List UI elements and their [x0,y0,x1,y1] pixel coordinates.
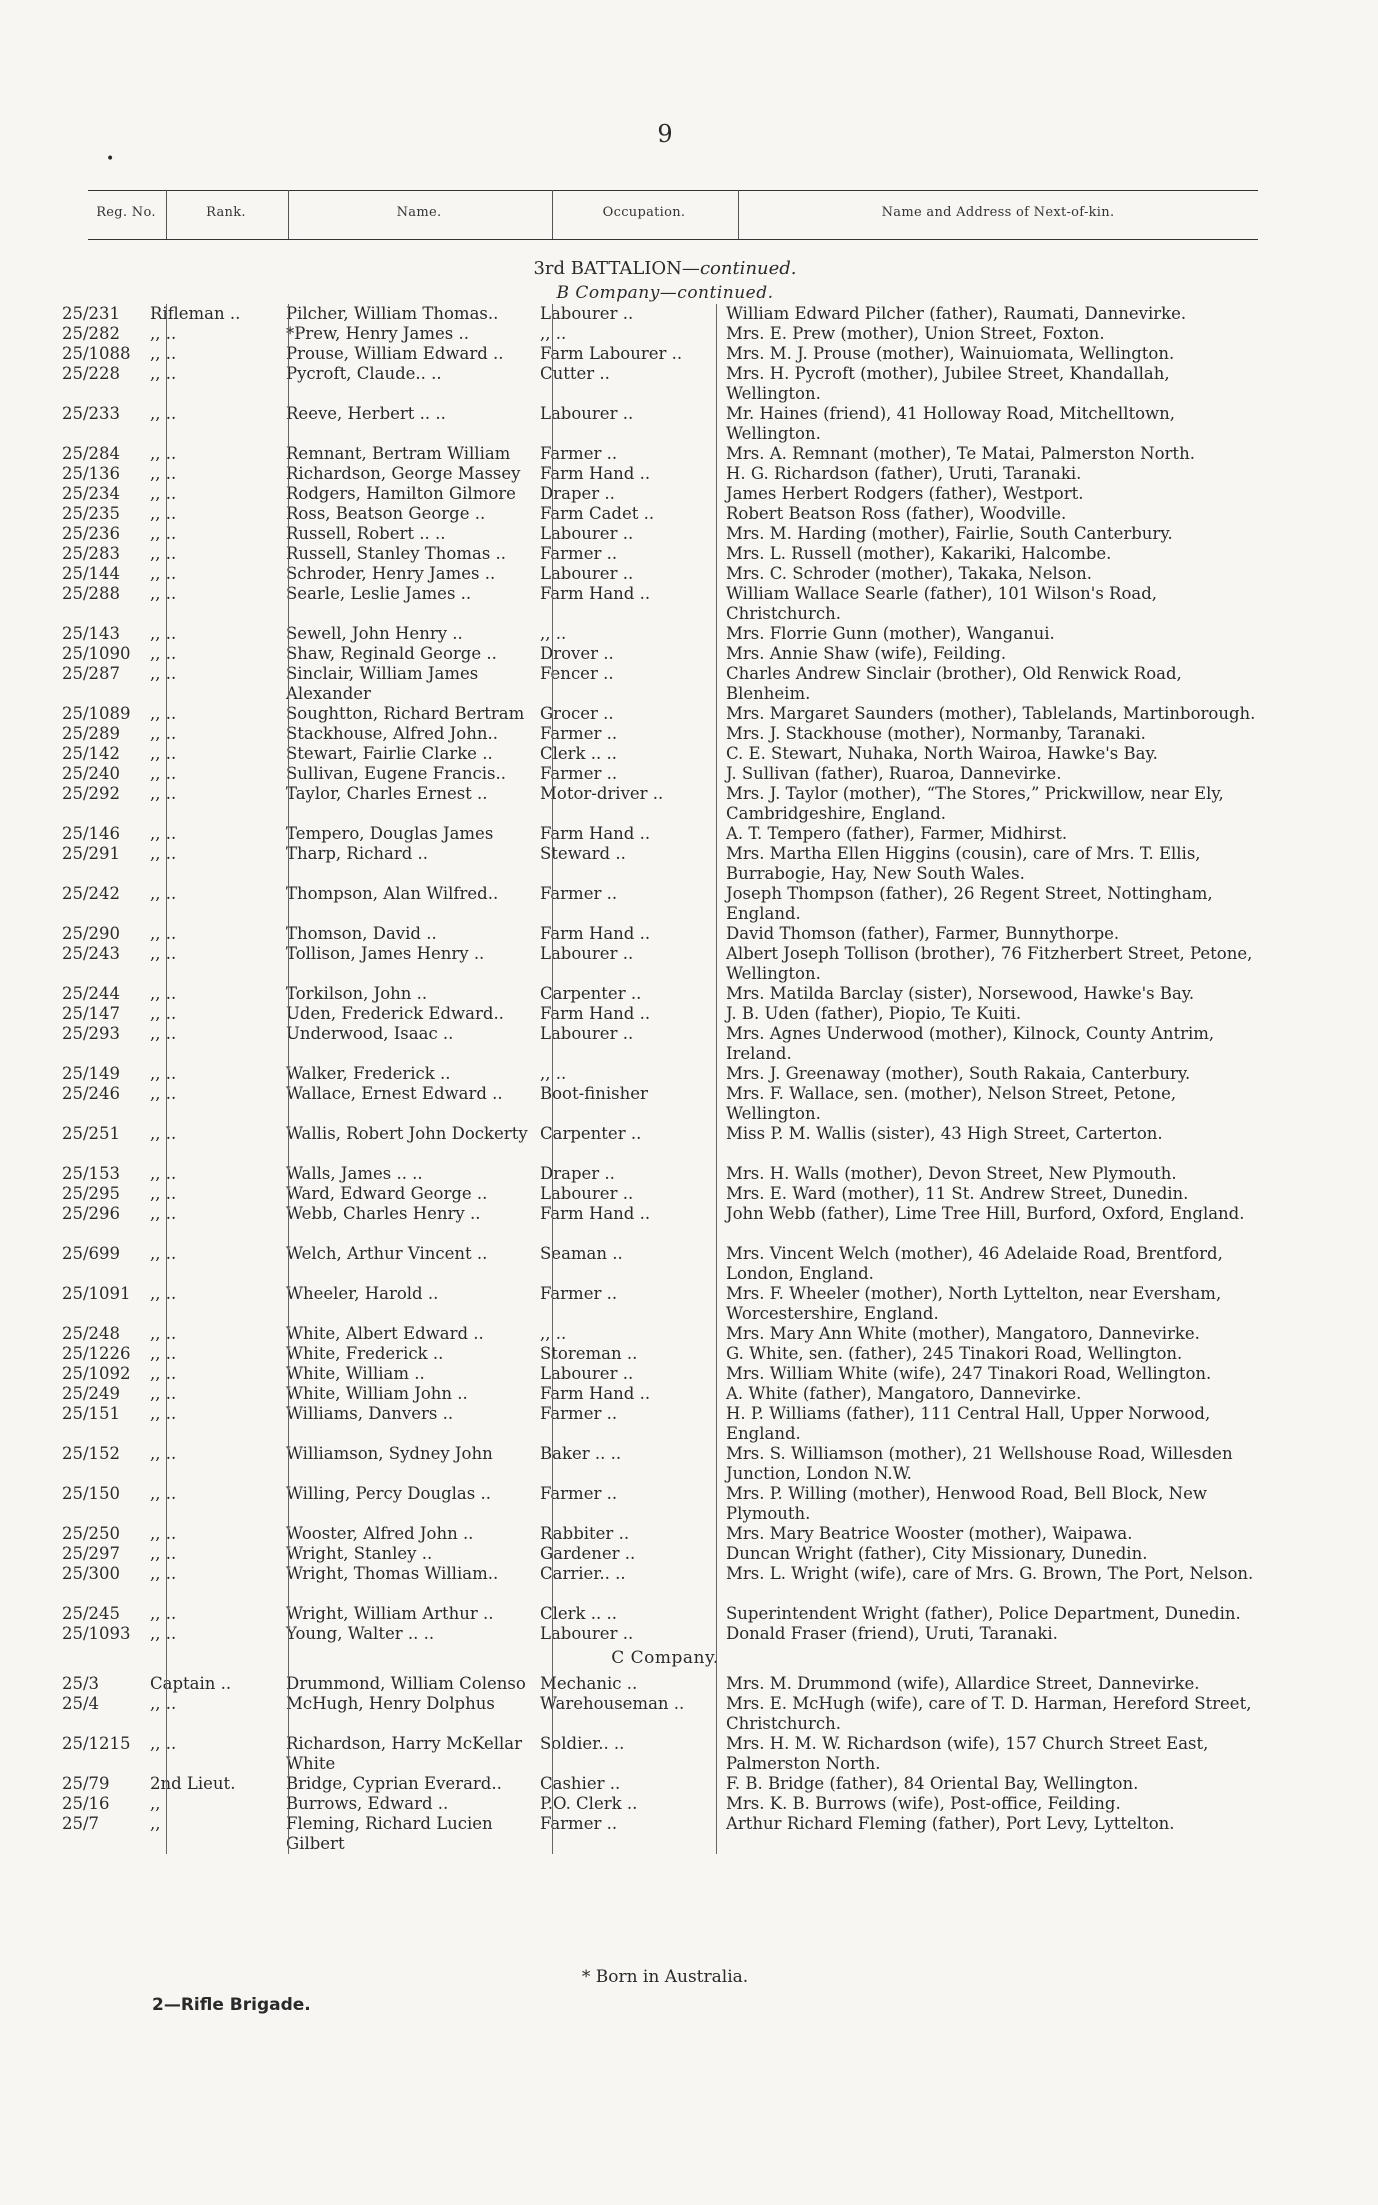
occupation-cell: Motor-driver .. [540,784,664,803]
rank-cell: ,, .. [150,544,177,563]
name-cell: Ward, Edward George .. [286,1184,488,1203]
next-of-kin-cell: Mrs. M. Harding (mother), Fairlie, South Canterbury. [726,524,1173,543]
name-cell: Uden, Frederick Edward.. [286,1004,504,1023]
name-cell: Bridge, Cyprian Everard.. [286,1774,502,1793]
reg-no-cell: 25/233 [62,404,121,423]
name-cell: Fleming, Richard Lucien Gilbert [286,1814,493,1853]
occupation-cell: ,, .. [540,1324,567,1343]
rank-cell: ,, [150,1794,161,1813]
reg-no-cell: 25/295 [62,1184,121,1203]
occupation-cell: Labourer .. [540,524,634,543]
occupation-cell: ,, .. [540,1064,567,1083]
rank-cell: ,, .. [150,1384,177,1403]
next-of-kin-cell: Mrs. M. J. Prouse (mother), Wainuiomata, Wellington. [726,344,1175,363]
company-c-heading: C Company. [611,1648,719,1668]
occupation-cell: Soldier.. .. [540,1734,625,1753]
name-cell: Burrows, Edward .. [286,1794,449,1813]
name-cell: Rodgers, Hamilton Gilmore [286,484,516,503]
occupation-cell: Farm Hand .. [540,824,651,843]
occupation-cell: Carpenter .. [540,1124,642,1143]
reg-no-cell: 25/242 [62,884,121,903]
reg-no-cell: 25/292 [62,784,121,803]
name-cell: Walker, Frederick .. [286,1064,451,1083]
reg-no-cell: 25/1215 [62,1734,131,1753]
occupation-divider [552,304,553,1854]
footnote: * Born in Australia. [581,1967,749,1987]
next-of-kin-cell: F. B. Bridge (father), 84 Oriental Bay, Wellington. [726,1774,1139,1793]
next-of-kin-cell: Mrs. H. M. W. Richardson (wife), 157 Church Street East, Palmerston North. [726,1734,1209,1773]
reg-no-cell: 25/300 [62,1564,121,1583]
next-of-kin-cell: Mrs. Florrie Gunn (mother), Wanganui. [726,624,1055,643]
name-cell: Russell, Stanley Thomas .. [286,544,507,563]
next-of-kin-cell: J. Sullivan (father), Ruaroa, Dannevirke. [726,764,1062,783]
page-number: 9 [657,120,673,148]
name-cell: Willing, Percy Douglas .. [286,1484,491,1503]
reg-no-cell: 25/251 [62,1124,121,1143]
reg-no-cell: 25/142 [62,744,121,763]
occupation-cell: Drover .. [540,644,614,663]
occupation-cell: Clerk .. .. [540,1604,618,1623]
occupation-cell: ,, .. [540,624,567,643]
reg-no-cell: 25/1091 [62,1284,131,1303]
next-of-kin-cell: Arthur Richard Fleming (father), Port Levy, Lyttelton. [726,1814,1175,1833]
reg-no-cell: 25/143 [62,624,121,643]
name-cell: Webb, Charles Henry .. [286,1204,481,1223]
name-cell: Williams, Danvers .. [286,1404,454,1423]
reg-no-cell: 25/243 [62,944,121,963]
rank-cell: ,, .. [150,844,177,863]
occupation-cell: Carrier.. .. [540,1564,626,1583]
rank-cell: Captain .. [150,1674,232,1693]
occupation-cell: ,, .. [540,324,567,343]
column-header-name: Name. [396,205,442,220]
reg-no-cell: 25/297 [62,1544,121,1563]
header-rule-top [88,190,1258,191]
name-cell: Taylor, Charles Ernest .. [286,784,488,803]
occupation-cell: Farmer .. [540,1404,618,1423]
name-cell: Wright, Stanley .. [286,1544,433,1563]
reg-no-cell: 25/1092 [62,1364,131,1383]
next-of-kin-cell: Joseph Thompson (father), 26 Regent Street, Nottingham, England. [726,884,1213,923]
next-of-kin-cell: Mrs. K. B. Burrows (wife), Post-office, Feilding. [726,1794,1121,1813]
occupation-cell: Farmer .. [540,724,618,743]
reg-no-cell: 25/246 [62,1084,121,1103]
rank-cell: ,, .. [150,584,177,603]
next-of-kin-cell: Mrs. Mary Beatrice Wooster (mother), Waipawa. [726,1524,1133,1543]
occupation-cell: Farm Hand .. [540,1004,651,1023]
rank-cell: ,, .. [150,884,177,903]
rank-cell: ,, .. [150,1404,177,1423]
reg-no-cell: 25/1088 [62,344,131,363]
name-cell: Sewell, John Henry .. [286,624,463,643]
name-cell: Schroder, Henry James .. [286,564,496,583]
next-of-kin-cell: Mrs. J. Greenaway (mother), South Rakaia, Canterbury. [726,1064,1191,1083]
name-cell: Young, Walter .. .. [286,1624,435,1643]
next-of-kin-cell: Mrs. E. Prew (mother), Union Street, Foxton. [726,324,1105,343]
next-of-kin-cell: Robert Beatson Ross (father), Woodville. [726,504,1067,523]
occupation-cell: Farmer .. [540,764,618,783]
next-of-kin-cell: Mrs. E. McHugh (wife), care of T. D. Harman, Hereford Street, Christchurch. [726,1694,1252,1733]
name-cell: Reeve, Herbert .. .. [286,404,446,423]
occupation-cell: Boot-finisher [540,1084,648,1103]
occupation-cell: Rabbiter .. [540,1524,630,1543]
rank-cell: ,, .. [150,664,177,683]
occupation-cell: Farm Hand .. [540,464,651,483]
next-of-kin-cell: Charles Andrew Sinclair (brother), Old Renwick Road, Blenheim. [726,664,1182,703]
rank-cell: ,, .. [150,1564,177,1583]
reg-no-cell: 25/136 [62,464,121,483]
occupation-cell: Steward .. [540,844,626,863]
occupation-cell: Farmer .. [540,884,618,903]
occupation-cell: P.O. Clerk .. [540,1794,638,1813]
name-cell: Sullivan, Eugene Francis.. [286,764,506,783]
name-cell: Stackhouse, Alfred John.. [286,724,498,743]
next-of-kin-cell: Mrs. F. Wheeler (mother), North Lyttelton, near Eversham, Worcestershire, England. [726,1284,1222,1323]
reg-no-cell: 25/153 [62,1164,121,1183]
rank-cell: ,, .. [150,1164,177,1183]
name-cell: McHugh, Henry Dolphus [286,1694,495,1713]
next-of-kin-cell: James Herbert Rodgers (father), Westport. [726,484,1084,503]
rank-cell: ,, .. [150,524,177,543]
occupation-cell: Farmer .. [540,444,618,463]
occupation-cell: Farmer .. [540,1484,618,1503]
rank-cell: ,, .. [150,724,177,743]
battalion-title: 3rd BATTALION— [533,258,700,279]
rank-cell: ,, .. [150,1064,177,1083]
name-cell: Tollison, James Henry .. [286,944,485,963]
next-of-kin-cell: Mrs. F. Wallace, sen. (mother), Nelson Street, Petone, Wellington. [726,1084,1177,1123]
rank-cell: ,, .. [150,764,177,783]
reg-no-cell: 25/152 [62,1444,121,1463]
occupation-cell: Draper .. [540,484,615,503]
reg-no-cell: 25/147 [62,1004,121,1023]
column-header-occupation: Occupation. [602,205,686,220]
rank-cell: ,, .. [150,624,177,643]
reg-no-cell: 25/228 [62,364,121,383]
header-rule-bottom [88,239,1258,240]
occupation-cell: Labourer .. [540,1184,634,1203]
reg-no-cell: 25/249 [62,1384,121,1403]
next-of-kin-cell: H. G. Richardson (father), Uruti, Taranaki. [726,464,1082,483]
rank-cell: ,, .. [150,564,177,583]
next-of-kin-cell: David Thomson (father), Farmer, Bunnythorpe. [726,924,1120,943]
reg-no-cell: 25/284 [62,444,121,463]
rank-cell: ,, .. [150,1694,177,1713]
name-cell: Williamson, Sydney John [286,1444,493,1463]
occupation-cell: Draper .. [540,1164,615,1183]
name-cell: Thompson, Alan Wilfred.. [286,884,499,903]
occupation-cell: Baker .. .. [540,1444,622,1463]
rank-cell: ,, .. [150,1024,177,1043]
reg-no-cell: 25/234 [62,484,121,503]
rank-cell: ,, [150,1814,161,1833]
next-of-kin-cell: Mrs. Mary Ann White (mother), Mangatoro, Dannevirke. [726,1324,1200,1343]
column-header-rank: Rank. [206,205,246,220]
name-cell: Drummond, William Colenso [286,1674,526,1693]
reg-no-cell: 25/293 [62,1024,121,1043]
next-of-kin-cell: Albert Joseph Tollison (brother), 76 Fitzherbert Street, Petone, Wellington. [726,944,1253,983]
next-of-kin-cell: Miss P. M. Wallis (sister), 43 High Street, Carterton. [726,1124,1163,1143]
name-cell: Wooster, Alfred John .. [286,1524,474,1543]
rank-cell: ,, .. [150,1524,177,1543]
occupation-cell: Gardener .. [540,1544,636,1563]
reg-no-cell: 25/289 [62,724,121,743]
next-of-kin-cell: Mrs. S. Williamson (mother), 21 Wellshouse Road, Willesden Junction, London N.W. [726,1444,1233,1483]
rank-cell: ,, .. [150,1004,177,1023]
next-of-kin-cell: Superintendent Wright (father), Police Department, Dunedin. [726,1604,1241,1623]
name-cell: Wallace, Ernest Edward .. [286,1084,503,1103]
name-cell: Sinclair, William James Alexander [286,664,479,703]
next-of-kin-cell: William Wallace Searle (father), 101 Wilson's Road, Christchurch. [726,584,1158,623]
occupation-cell: Clerk .. .. [540,744,618,763]
next-of-kin-cell: Mrs. L. Wright (wife), care of Mrs. G. Brown, The Port, Nelson. [726,1564,1254,1583]
reg-no-cell: 25/149 [62,1064,121,1083]
rank-cell: ,, .. [150,944,177,963]
name-cell: Thomson, David .. [286,924,437,943]
rank-cell: ,, .. [150,744,177,763]
rank-cell: ,, .. [150,1624,177,1643]
rank-cell: ,, .. [150,1184,177,1203]
occupation-cell: Fencer .. [540,664,614,683]
rank-cell: ,, .. [150,644,177,663]
rank-cell: ,, .. [150,504,177,523]
reg-no-cell: 25/231 [62,304,121,323]
rank-cell: ,, .. [150,444,177,463]
rank-cell: ,, .. [150,1244,177,1263]
reg-no-cell: 25/151 [62,1404,121,1423]
rank-cell: ,, .. [150,1544,177,1563]
rank-cell: ,, .. [150,1444,177,1463]
rank-cell: ,, .. [150,824,177,843]
occupation-cell: Mechanic .. [540,1674,638,1693]
name-cell: Pilcher, William Thomas.. [286,304,499,323]
battalion-heading [0,258,1330,279]
page-mark: • [106,151,115,167]
reg-no-cell: 25/1093 [62,1624,131,1643]
next-of-kin-cell: J. B. Uden (father), Piopio, Te Kuiti. [726,1004,1022,1023]
rank-cell: ,, .. [150,1734,177,1753]
next-of-kin-cell: Mr. Haines (friend), 41 Holloway Road, Mitchelltown, Wellington. [726,404,1176,443]
name-cell: Soughtton, Richard Bertram [286,704,525,723]
occupation-cell: Farm Hand .. [540,584,651,603]
occupation-cell: Farm Hand .. [540,1384,651,1403]
reg-no-cell: 25/146 [62,824,121,843]
next-of-kin-cell: Mrs. J. Stackhouse (mother), Normanby, Taranaki. [726,724,1146,743]
occupation-cell: Farmer .. [540,1814,618,1833]
next-of-kin-cell: Mrs. J. Taylor (mother), “The Stores,” Prickwillow, near Ely, Cambridgeshire, England. [726,784,1224,823]
rank-cell: ,, .. [150,704,177,723]
reg-no-cell: 25/245 [62,1604,121,1623]
reg-no-cell: 25/244 [62,984,121,1003]
next-of-kin-cell: Mrs. Vincent Welch (mother), 46 Adelaide Road, Brentford, London, England. [726,1244,1223,1283]
printer-signature: 2—Rifle Brigade. [152,1995,311,2015]
occupation-cell: Grocer .. [540,704,614,723]
kin-divider [716,304,717,1854]
next-of-kin-cell: C. E. Stewart, Nuhaka, North Wairoa, Hawke's Bay. [726,744,1158,763]
reg-no-cell: 25/282 [62,324,121,343]
occupation-cell: Labourer .. [540,404,634,423]
occupation-cell: Farm Hand .. [540,924,651,943]
occupation-cell: Farm Cadet .. [540,504,655,523]
next-of-kin-cell: Mrs. H. Walls (mother), Devon Street, New Plymouth. [726,1164,1177,1183]
reg-no-cell: 25/16 [62,1794,110,1813]
rank-cell: ,, .. [150,464,177,483]
rank-cell: ,, .. [150,1364,177,1383]
name-cell: Searle, Leslie James .. [286,584,472,603]
name-cell: Ross, Beatson George .. [286,504,486,523]
occupation-cell: Labourer .. [540,1364,634,1383]
rank-cell: ,, .. [150,1484,177,1503]
rank-cell: ,, .. [150,404,177,423]
column-header-next-of-kin: Name and Address of Next-of-kin. [881,205,1115,220]
name-cell: Tempero, Douglas James [286,824,494,843]
occupation-cell: Farmer .. [540,1284,618,1303]
next-of-kin-cell: Mrs. E. Ward (mother), 11 St. Andrew Street, Dunedin. [726,1184,1189,1203]
rank-cell: Rifleman .. [150,304,241,323]
reg-no-cell: 25/287 [62,664,121,683]
rank-cell: 2nd Lieut. [150,1774,236,1793]
occupation-cell: Farm Hand .. [540,1204,651,1223]
reg-no-cell: 25/290 [62,924,121,943]
name-cell: Remnant, Bertram William [286,444,511,463]
next-of-kin-cell: G. White, sen. (father), 245 Tinakori Road, Wellington. [726,1344,1183,1363]
name-cell: Underwood, Isaac .. [286,1024,454,1043]
name-cell: White, William .. [286,1364,425,1383]
occupation-cell: Cutter .. [540,364,610,383]
rank-cell: ,, .. [150,1284,177,1303]
name-cell: Shaw, Reginald George .. [286,644,497,663]
rank-cell: ,, .. [150,484,177,503]
name-cell: Wheeler, Harold .. [286,1284,439,1303]
occupation-cell: Warehouseman .. [540,1694,685,1713]
occupation-cell: Farm Labourer .. [540,344,683,363]
next-of-kin-cell: Mrs. C. Schroder (mother), Takaka, Nelson. [726,564,1093,583]
reg-no-cell: 25/240 [62,764,121,783]
occupation-cell: Storeman .. [540,1344,638,1363]
rank-cell: ,, .. [150,924,177,943]
reg-no-cell: 25/4 [62,1694,100,1713]
name-cell: Pycroft, Claude.. .. [286,364,442,383]
reg-no-cell: 25/236 [62,524,121,543]
rank-cell: ,, .. [150,1124,177,1143]
rank-cell: ,, .. [150,344,177,363]
occupation-cell: Labourer .. [540,944,634,963]
next-of-kin-cell: Mrs. Annie Shaw (wife), Feilding. [726,644,1007,663]
reg-no-cell: 25/235 [62,504,121,523]
reg-no-cell: 25/250 [62,1524,121,1543]
name-cell: Welch, Arthur Vincent .. [286,1244,488,1263]
next-of-kin-cell: Donald Fraser (friend), Uruti, Taranaki. [726,1624,1058,1643]
next-of-kin-cell: William Edward Pilcher (father), Raumati, Dannevirke. [726,304,1187,323]
next-of-kin-cell: Mrs. H. Pycroft (mother), Jubilee Street, Khandallah, Wellington. [726,364,1170,403]
rank-cell: ,, .. [150,1324,177,1343]
company-b-heading: B Company—continued. [556,283,774,303]
reg-no-cell: 25/1226 [62,1344,131,1363]
name-cell: Russell, Robert .. .. [286,524,446,543]
next-of-kin-cell: Mrs. P. Willing (mother), Henwood Road, Bell Block, New Plymouth. [726,1484,1207,1523]
rank-cell: ,, .. [150,1604,177,1623]
next-of-kin-cell: Duncan Wright (father), City Missionary, Dunedin. [726,1544,1148,1563]
occupation-cell: Seaman .. [540,1244,623,1263]
rank-cell: ,, .. [150,364,177,383]
occupation-cell: Labourer .. [540,1024,634,1043]
next-of-kin-cell: Mrs. L. Russell (mother), Kakariki, Halcombe. [726,544,1112,563]
next-of-kin-cell: Mrs. Agnes Underwood (mother), Kilnock, County Antrim, Ireland. [726,1024,1215,1063]
next-of-kin-cell: Mrs. M. Drummond (wife), Allardice Street, Dannevirke. [726,1674,1200,1693]
next-of-kin-cell: Mrs. Margaret Saunders (mother), Tablelands, Martinborough. [726,704,1256,723]
name-cell: Walls, James .. .. [286,1164,423,1183]
reg-no-cell: 25/699 [62,1244,121,1263]
reg-no-cell: 25/1089 [62,704,131,723]
next-of-kin-cell: Mrs. William White (wife), 247 Tinakori Road, Wellington. [726,1364,1212,1383]
name-cell: Stewart, Fairlie Clarke .. [286,744,493,763]
rank-cell: ,, .. [150,784,177,803]
name-cell: *Prew, Henry James .. [286,324,469,343]
name-cell: White, William John .. [286,1384,468,1403]
name-cell: Torkilson, John .. [286,984,428,1003]
reg-no-cell: 25/144 [62,564,121,583]
reg-no-cell: 25/150 [62,1484,121,1503]
next-of-kin-cell: John Webb (father), Lime Tree Hill, Burford, Oxford, England. [726,1204,1245,1223]
name-cell: Wright, Thomas William.. [286,1564,499,1583]
name-cell: Tharp, Richard .. [286,844,428,863]
rank-cell: ,, .. [150,1344,177,1363]
occupation-cell: Cashier .. [540,1774,621,1793]
name-cell: Wright, William Arthur .. [286,1604,494,1623]
next-of-kin-cell: Mrs. Martha Ellen Higgins (cousin), care of Mrs. T. Ellis, Burrabogie, Hay, New South Wales. [726,844,1201,883]
name-cell: Wallis, Robert John Dockerty [286,1124,528,1143]
reg-no-cell: 25/283 [62,544,121,563]
next-of-kin-cell: H. P. Williams (father), 111 Central Hall, Upper Norwood, England. [726,1404,1211,1443]
reg-no-cell: 25/1090 [62,644,131,663]
next-of-kin-cell: A. White (father), Mangatoro, Dannevirke. [726,1384,1082,1403]
name-cell: Richardson, Harry McKellar White [286,1734,523,1773]
name-cell: White, Frederick .. [286,1344,444,1363]
occupation-cell: Farmer .. [540,544,618,563]
rank-cell: ,, .. [150,324,177,343]
next-of-kin-cell: Mrs. Matilda Barclay (sister), Norsewood, Hawke's Bay. [726,984,1195,1003]
column-header-reg: Reg. No. [96,205,156,220]
reg-no-cell: 25/296 [62,1204,121,1223]
name-cell: Prouse, William Edward .. [286,344,504,363]
next-of-kin-cell: Mrs. A. Remnant (mother), Te Matai, Palmerston North. [726,444,1195,463]
name-divider [288,304,289,1854]
reg-no-cell: 25/79 [62,1774,110,1793]
name-cell: Richardson, George Massey [286,464,521,483]
occupation-cell: Labourer .. [540,1624,634,1643]
reg-no-cell: 25/288 [62,584,121,603]
next-of-kin-cell: A. T. Tempero (father), Farmer, Midhirst. [726,824,1068,843]
reg-no-cell: 25/7 [62,1814,100,1833]
occupation-cell: Labourer .. [540,304,634,323]
name-cell: White, Albert Edward .. [286,1324,484,1343]
occupation-cell: Carpenter .. [540,984,642,1003]
battalion-title-suffix: continued. [699,258,797,279]
reg-no-cell: 25/291 [62,844,121,863]
rank-cell: ,, .. [150,984,177,1003]
rank-divider [166,304,167,1854]
reg-no-cell: 25/248 [62,1324,121,1343]
reg-no-cell: 25/3 [62,1674,100,1693]
occupation-cell: Labourer .. [540,564,634,583]
rank-cell: ,, .. [150,1204,177,1223]
rank-cell: ,, .. [150,1084,177,1103]
